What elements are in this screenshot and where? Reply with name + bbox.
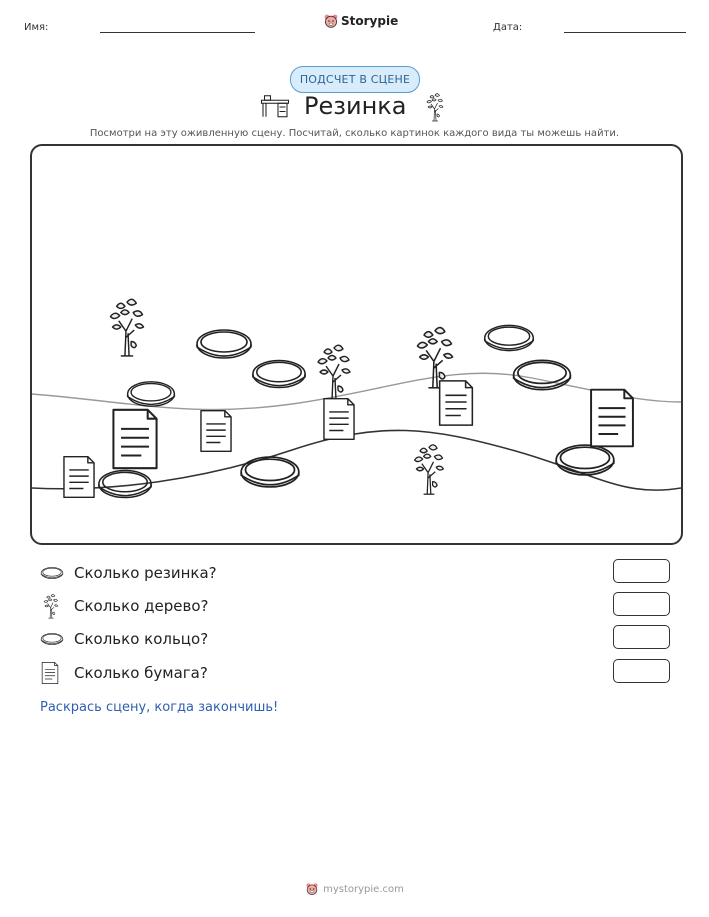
answer-box[interactable] xyxy=(613,659,670,683)
scene-artwork xyxy=(32,146,681,543)
question-text: Сколько бумага? xyxy=(74,664,208,682)
question-text: Сколько дерево? xyxy=(74,597,209,615)
paper-icon xyxy=(113,410,156,468)
name-line[interactable] xyxy=(100,32,255,33)
rubber-band-icon xyxy=(241,457,299,487)
name-label: Имя: xyxy=(24,22,49,33)
date-label: Дата: xyxy=(493,22,523,33)
tree-icon xyxy=(318,345,350,400)
rubber-band-icon xyxy=(128,382,175,406)
question-row xyxy=(40,626,208,652)
question-row xyxy=(40,660,208,686)
brand-name: Storypie xyxy=(341,14,399,28)
activity-badge: ПОДСЧЕТ В СЦЕНЕ xyxy=(290,66,420,93)
brand-logo xyxy=(323,13,398,29)
ring-icon xyxy=(40,631,64,647)
question-row xyxy=(40,560,217,586)
tree-icon xyxy=(424,92,446,122)
paper-icon xyxy=(201,411,231,452)
bear-icon xyxy=(323,13,339,29)
question-text: Сколько резинка? xyxy=(74,564,217,582)
paper-icon xyxy=(64,457,94,498)
paper-icon xyxy=(324,399,354,440)
back-hill-line xyxy=(32,373,681,409)
rubber-band-icon xyxy=(556,445,614,475)
answer-box[interactable] xyxy=(613,559,670,583)
counting-scene[interactable] xyxy=(30,144,683,545)
paper-icon xyxy=(40,661,60,685)
answer-box[interactable] xyxy=(613,625,670,649)
tree-icon xyxy=(415,445,444,494)
closing-note: Раскрась сцену, когда закончишь! xyxy=(40,700,279,715)
rubber-band-icon xyxy=(40,565,64,581)
rubber-band-icon xyxy=(253,360,305,387)
rubber-band-icon xyxy=(485,325,534,350)
tree-icon xyxy=(40,593,62,619)
desk-icon xyxy=(260,95,290,119)
question-row xyxy=(40,593,208,619)
tree-icon xyxy=(110,299,143,356)
rubber-band-icon xyxy=(514,360,571,389)
rubber-band-icon xyxy=(197,330,251,358)
bear-icon xyxy=(305,882,319,896)
date-line[interactable] xyxy=(564,32,686,33)
instructions: Посмотри на эту оживленную сцену. Посчитай, сколько картинок каждого вида ты можешь найти. xyxy=(89,128,620,139)
paper-icon xyxy=(591,390,633,447)
page-title: Резинка xyxy=(304,92,407,120)
paper-icon xyxy=(440,381,473,425)
footer xyxy=(0,882,709,896)
answer-box[interactable] xyxy=(613,592,670,616)
question-text: Сколько кольцо? xyxy=(74,630,209,648)
footer-site[interactable]: mystorypie.com xyxy=(323,883,404,895)
